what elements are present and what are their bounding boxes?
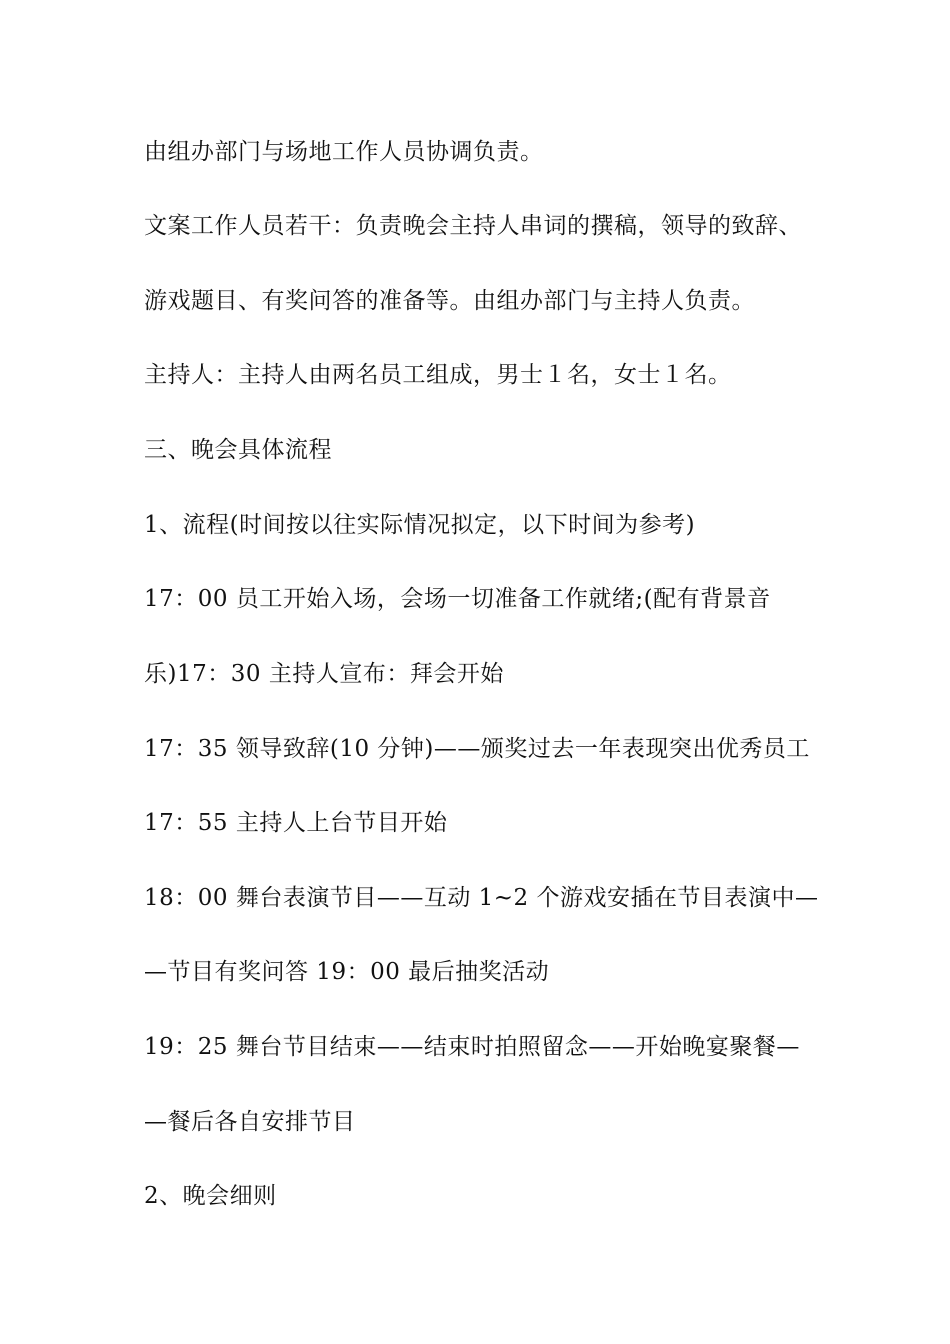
text-line: 主持人：主持人由两名员工组成，男士１名，女士１名。 [144, 362, 732, 388]
text-line: —节目有奖问答 19：00 最后抽奖活动 [144, 959, 550, 985]
text-line: 文案工作人员若干：负责晚会主持人串词的撰稿，领导的致辞、 [144, 213, 802, 239]
subsection-heading: 1、流程(时间按以往实际情况拟定，以下时间为参考) [144, 512, 696, 538]
subsection-heading: 2、晚会细则 [144, 1183, 277, 1209]
text-line: 游戏题目、有奖问答的准备等。由组办部门与主持人负责。 [144, 288, 755, 314]
section-heading: 三、晚会具体流程 [144, 437, 332, 463]
text-line: 由组办部门与场地工作人员协调负责。 [144, 139, 544, 165]
text-line: 17：00 员工开始入场，会场一切准备工作就绪;(配有背景音 [144, 586, 771, 612]
text-line: 17：55 主持人上台节目开始 [144, 810, 448, 836]
text-line: 乐)17：30 主持人宣布：拜会开始 [144, 661, 504, 687]
text-line: —餐后各自安排节目 [144, 1109, 356, 1135]
text-line: 17：35 领导致辞(10 分钟)——颁奖过去一年表现突出优秀员工 [144, 736, 810, 762]
text-line: 18：00 舞台表演节目——互动 1~2 个游戏安插在节目表演中— [144, 885, 819, 911]
text-line: 19：25 舞台节目结束——结束时拍照留念——开始晚宴聚餐— [144, 1034, 800, 1060]
